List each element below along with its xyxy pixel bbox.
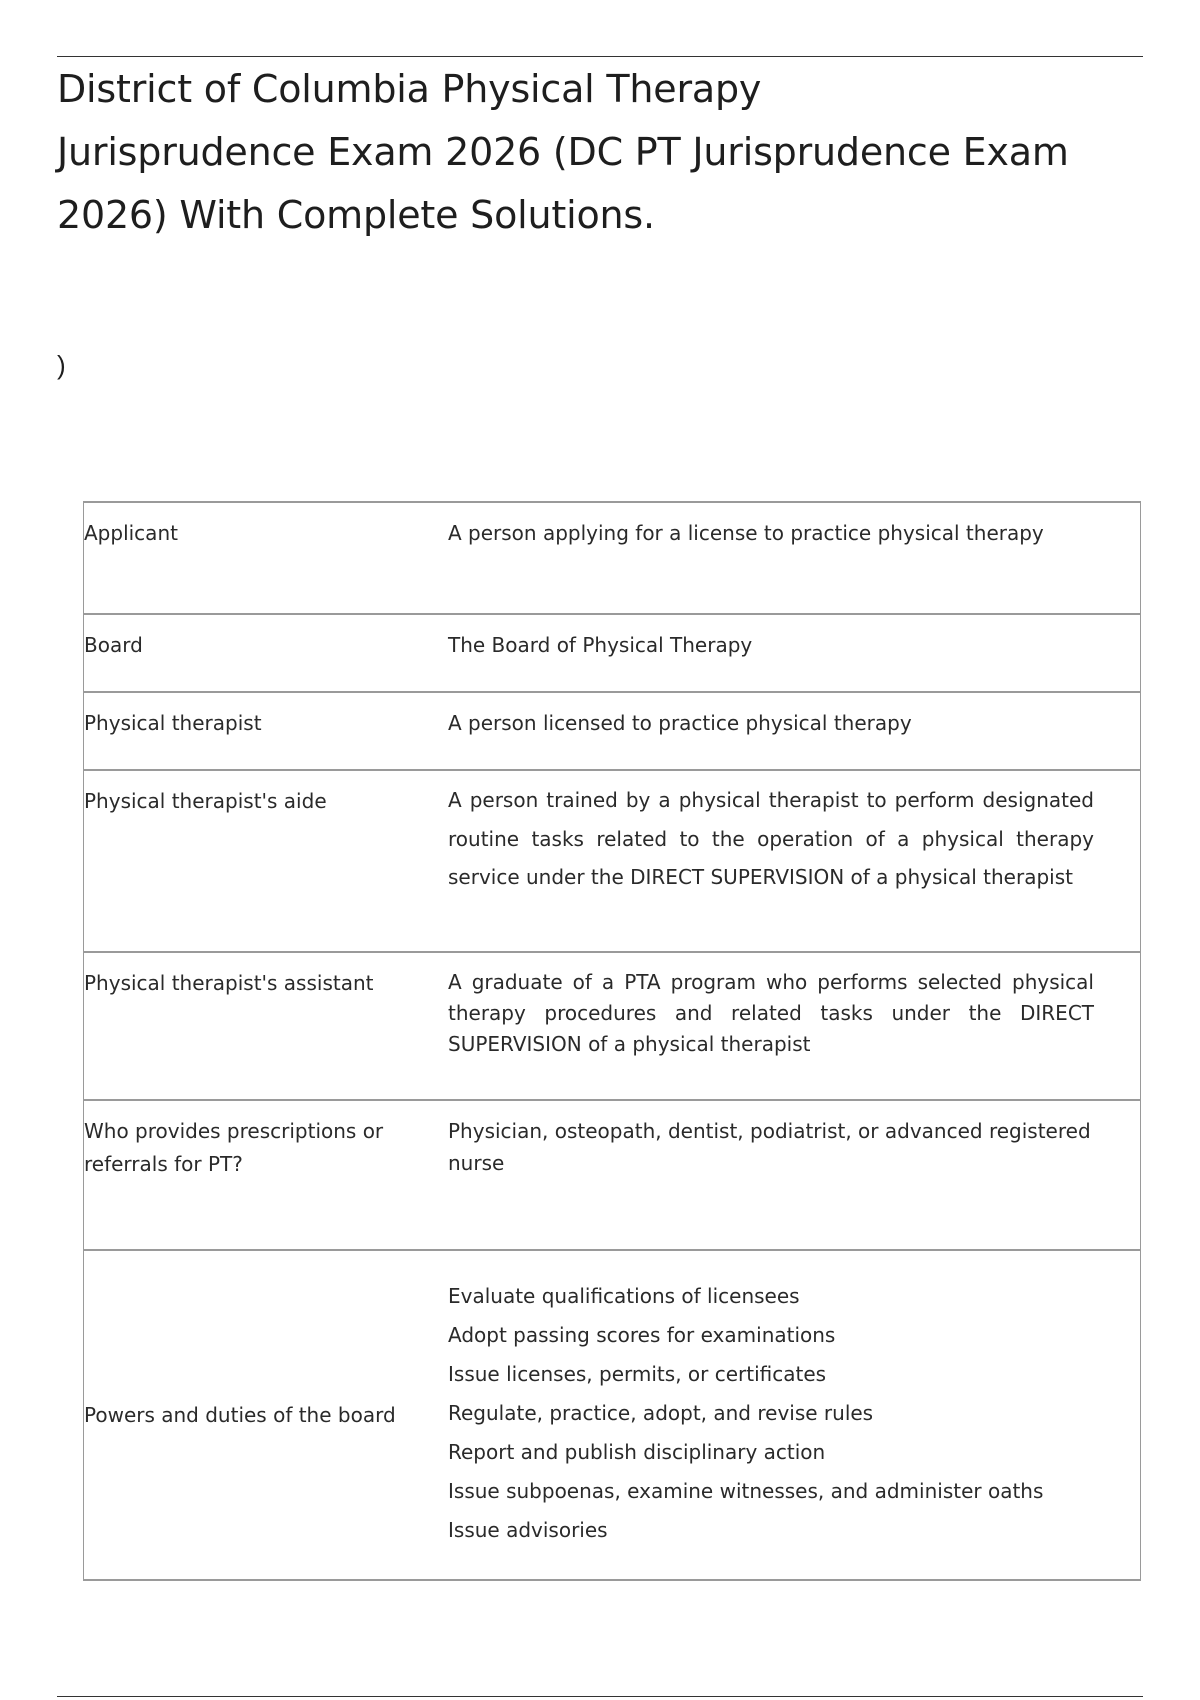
table-row — [84, 770, 1141, 952]
definition-cell: Physician, osteopath, dentist, podiatrist, or advanced registered nurse — [448, 1100, 1141, 1250]
document-title — [57, 58, 1147, 247]
list-item: Evaluate qualifications of licensees — [448, 1284, 800, 1308]
definition-cell: A person trained by a physical therapist to perform designated routine tasks related to the operation of a physical therapy service under the DIRECT SUPERVISION of a physical therapist — [448, 770, 1141, 952]
term-cell: Physical therapist's aide — [84, 770, 449, 952]
bottom-rule — [57, 1696, 1143, 1697]
list-item: Issue subpoenas, examine witnesses, and administer oaths — [448, 1479, 1044, 1503]
definition-cell: The Board of Physical Therapy — [448, 614, 1141, 692]
term-cell: Applicant — [84, 502, 449, 614]
top-rule — [57, 56, 1143, 57]
title-line: Jurisprudence Exam 2026 (DC PT Jurisprudence Exam — [57, 130, 1069, 174]
term-cell: Physical therapist — [84, 692, 449, 770]
term-cell: Physical therapist's assistant — [84, 952, 449, 1100]
table-row — [84, 1250, 1141, 1580]
list-item: Issue licenses, permits, or certificates — [448, 1362, 827, 1386]
list-item: Issue advisories — [448, 1518, 608, 1542]
list-item: Adopt passing scores for examinations — [448, 1323, 836, 1347]
term-cell: Board — [84, 614, 449, 692]
table-row — [84, 692, 1141, 770]
stray-text: ) — [57, 350, 66, 380]
table-row — [84, 614, 1141, 692]
board-duties-list — [448, 1277, 1094, 1550]
definition-cell: A person applying for a license to practice physical therapy — [448, 502, 1141, 614]
table-row — [84, 1100, 1141, 1250]
title-line: District of Columbia Physical Therapy — [57, 67, 762, 111]
term-cell: Who provides prescriptions or referrals for PT? — [84, 1100, 449, 1250]
definitions-table — [83, 501, 1141, 1581]
definition-cell: A graduate of a PTA program who performs selected physical therapy procedures and related tasks under the DIRECT SUPERVISION of a physical therapist — [448, 952, 1141, 1100]
definition-cell — [448, 1250, 1141, 1580]
title-line: 2026) With Complete Solutions. — [57, 193, 655, 237]
list-item: Regulate, practice, adopt, and revise rules — [448, 1401, 874, 1425]
table-row — [84, 952, 1141, 1100]
term-cell: Powers and duties of the board — [84, 1250, 449, 1580]
list-item: Report and publish disciplinary action — [448, 1440, 826, 1464]
table-row — [84, 502, 1141, 614]
definition-cell: A person licensed to practice physical therapy — [448, 692, 1141, 770]
